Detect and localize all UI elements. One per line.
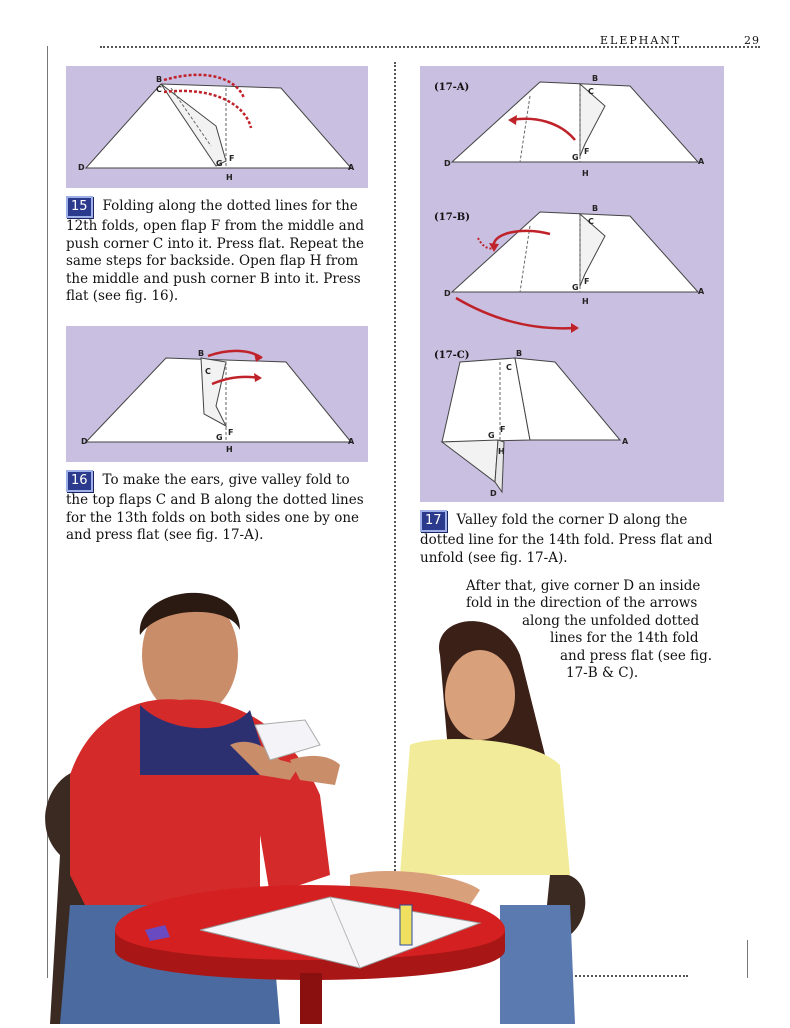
label-a: A — [348, 163, 355, 172]
label-g: G — [216, 159, 223, 168]
label-a: A — [622, 437, 629, 446]
label-g: G — [488, 431, 495, 440]
caption-17c: (17-C) — [434, 350, 470, 361]
label-f: F — [228, 428, 234, 437]
right-bottom-rule — [747, 940, 748, 978]
caption-17b: (17-B) — [434, 212, 470, 223]
label-c: C — [156, 85, 162, 94]
label-f: F — [584, 147, 590, 156]
label-g: G — [572, 153, 579, 162]
step-text: Valley fold the corner D along the dotted line for the 14th fold. Press flat and unfold (see fig. 17-A). — [420, 512, 713, 566]
figure-17 — [420, 66, 724, 502]
step-number-badge: 16 — [66, 470, 93, 492]
text-line: After that, give corner D an inside — [466, 578, 701, 594]
label-c: C — [588, 217, 594, 226]
label-c: C — [588, 87, 594, 96]
label-f: F — [500, 425, 506, 434]
header-dotted-rule — [100, 46, 760, 48]
step-15 — [66, 196, 376, 306]
label-d: D — [444, 159, 451, 168]
text-line: 17-B & C). — [566, 665, 639, 682]
step-text: Folding along the dotted lines for the 12th folds, open flap F from the middle and push corner C into it. Press flat. Repeat the same steps for backside. Open flap H from the middle and push corner B into it. Press flat (see fig. 16). — [66, 198, 365, 304]
label-h: H — [226, 173, 233, 182]
label-a: A — [698, 287, 705, 296]
label-d: D — [81, 437, 88, 446]
label-d: D — [490, 489, 497, 498]
text-line: lines for the 14th fold — [550, 630, 699, 647]
label-d: D — [78, 163, 85, 172]
step-number-badge: 17 — [420, 510, 447, 532]
label-a: A — [348, 437, 355, 446]
label-h: H — [498, 447, 505, 456]
step-16 — [66, 470, 376, 545]
text-line: fold in the direction of the arrows — [466, 595, 698, 612]
label-h: H — [226, 445, 233, 454]
page-number: 29 — [744, 34, 760, 47]
step-number-badge: 15 — [66, 196, 93, 218]
label-f: F — [229, 154, 235, 163]
label-g: G — [572, 283, 579, 292]
label-b: B — [198, 349, 205, 358]
figure-16 — [66, 326, 368, 462]
text-line: and press flat (see fig. — [560, 647, 713, 664]
figure-15 — [66, 66, 368, 188]
label-b: B — [592, 74, 599, 83]
label-b: B — [516, 349, 523, 358]
step-text: To make the ears, give valley fold to the top flaps C and B along the dotted lines for the 13th folds on both sides one by one and press flat (see fig. 17-A). — [66, 472, 364, 543]
label-a: A — [698, 157, 705, 166]
children-photo — [30, 575, 630, 1024]
label-h: H — [582, 169, 589, 178]
label-h: H — [582, 297, 589, 306]
label-g: G — [216, 433, 223, 442]
label-f: F — [584, 277, 590, 286]
step-17 — [420, 510, 730, 567]
label-c: C — [506, 363, 512, 372]
text-line: along the unfolded dotted — [522, 612, 700, 629]
chapter-title: ELEPHANT — [600, 34, 682, 47]
caption-17a: (17-A) — [434, 82, 470, 93]
label-b: B — [156, 75, 163, 84]
label-c: C — [205, 367, 211, 376]
label-d: D — [444, 289, 451, 298]
label-b: B — [592, 204, 599, 213]
